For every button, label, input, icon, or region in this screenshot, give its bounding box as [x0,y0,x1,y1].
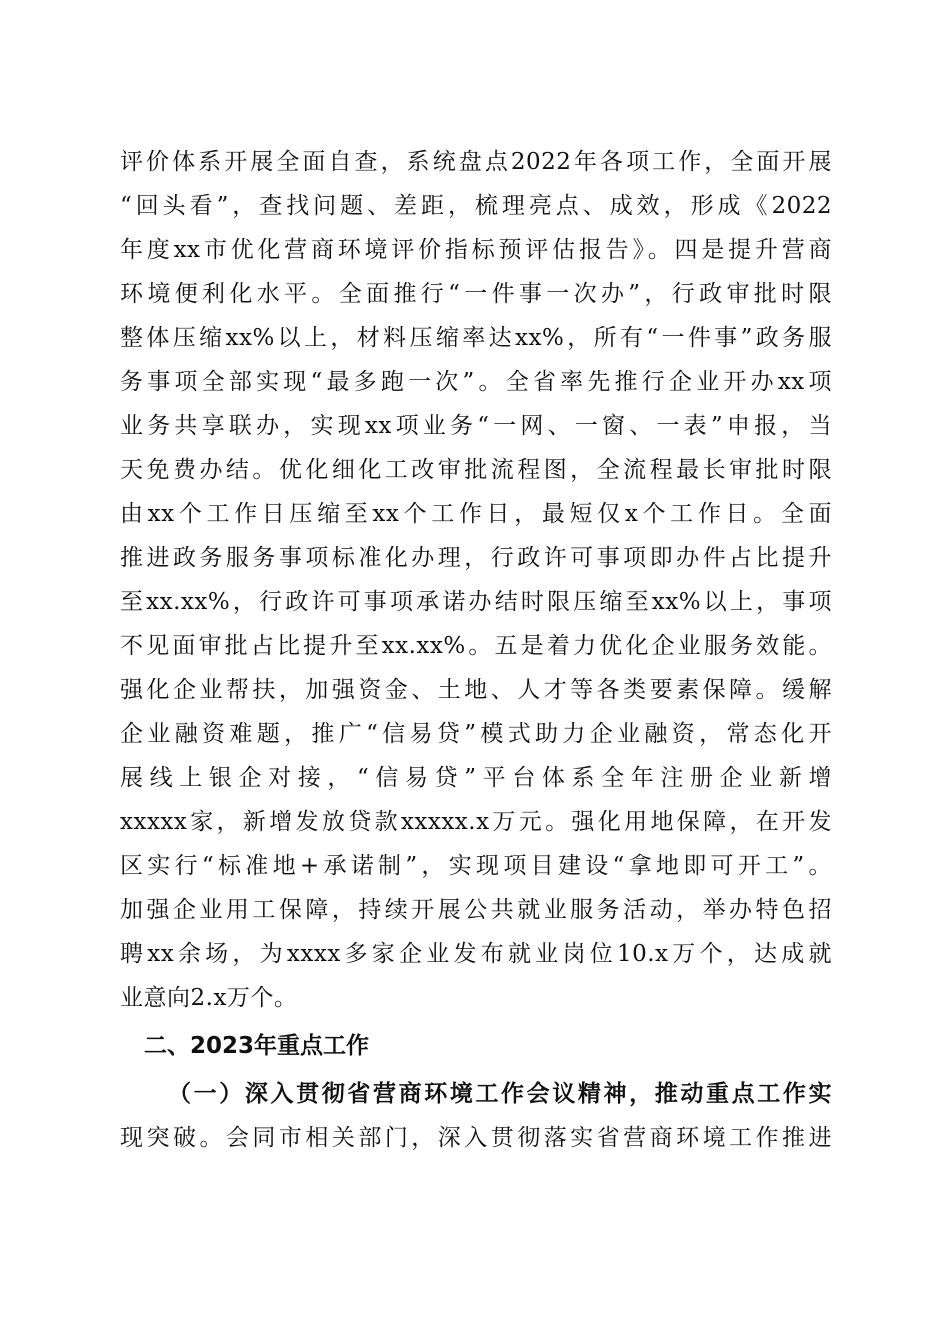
paragraph-line: 推进政务服务事项标准化办理，行政许可事项即办件占比提升 [120,545,832,571]
paragraph-line: 企业融资难题，推广“信易贷”模式助力企业融资，常态化开 [120,721,832,747]
paragraph-line: “回头看”，查找问题、差距，梳理亮点、成效，形成《2022 [120,193,832,219]
paragraph-line: 聘xx余场，为xxxx多家企业发布就业岗位10.x万个，达成就 [120,941,832,967]
paragraph-line: xxxxx家，新增发放贷款xxxxx.x万元。强化用地保障，在开发 [120,809,832,835]
subsection-title: （一）深入贯彻省营商环境工作会议精神，推动重点工作实 [168,1080,832,1107]
paragraph-line: 加强企业用工保障，持续开展公共就业服务活动，举办特色招 [120,897,832,923]
subsection-text: 会同市相关部门，深入贯彻落实省营商环境工作推进 [225,1125,832,1151]
paragraph-line: 环境便利化水平。全面推行“一件事一次办”，行政审批时限 [120,281,832,307]
paragraph-line: 强化企业帮扶，加强资金、土地、人才等各类要素保障。缓解 [120,677,832,703]
paragraph-line: 天免费办结。优化细化工改审批流程图，全流程最长审批时限 [120,457,832,483]
paragraph-line: 评价体系开展全面自查，系统盘点2022年各项工作，全面开展 [120,149,832,175]
subsection-title-end: 现突破。 [120,1125,226,1151]
subsection-text-line [120,1116,832,1160]
paragraph-line: 整体压缩xx%以上，材料压缩率达xx%，所有“一件事”政务服 [120,325,832,351]
section-heading: 二、2023年重点工作 [144,1033,370,1059]
paragraph-line: 业务共享联办，实现xx项业务“一网、一窗、一表”申报，当 [120,413,832,439]
paragraph-line: 由xx个工作日压缩至xx个工作日，最短仅x个工作日。全面 [120,501,832,527]
paragraph-line: 业意向2.x万个。 [120,985,298,1011]
paragraph-line: 至xx.xx%，行政许可事项承诺办结时限压缩至xx%以上，事项 [120,589,832,615]
paragraph-line: 展线上银企对接，“信易贷”平台体系全年注册企业新增 [120,765,832,791]
paragraph-line: 年度xx市优化营商环境评价指标预评估报告》。四是提升营商 [120,237,832,263]
paragraph-line: 区实行“标准地+承诺制”，实现项目建设“拿地即可开工”。 [120,853,832,879]
subsection-title-line [120,1072,832,1116]
document-body [120,140,832,1160]
paragraph-line: 不见面审批占比提升至xx.xx%。五是着力优化企业服务效能。 [120,633,832,659]
paragraph-line: 务事项全部实现“最多跑一次”。全省率先推行企业开办xx项 [120,369,832,395]
